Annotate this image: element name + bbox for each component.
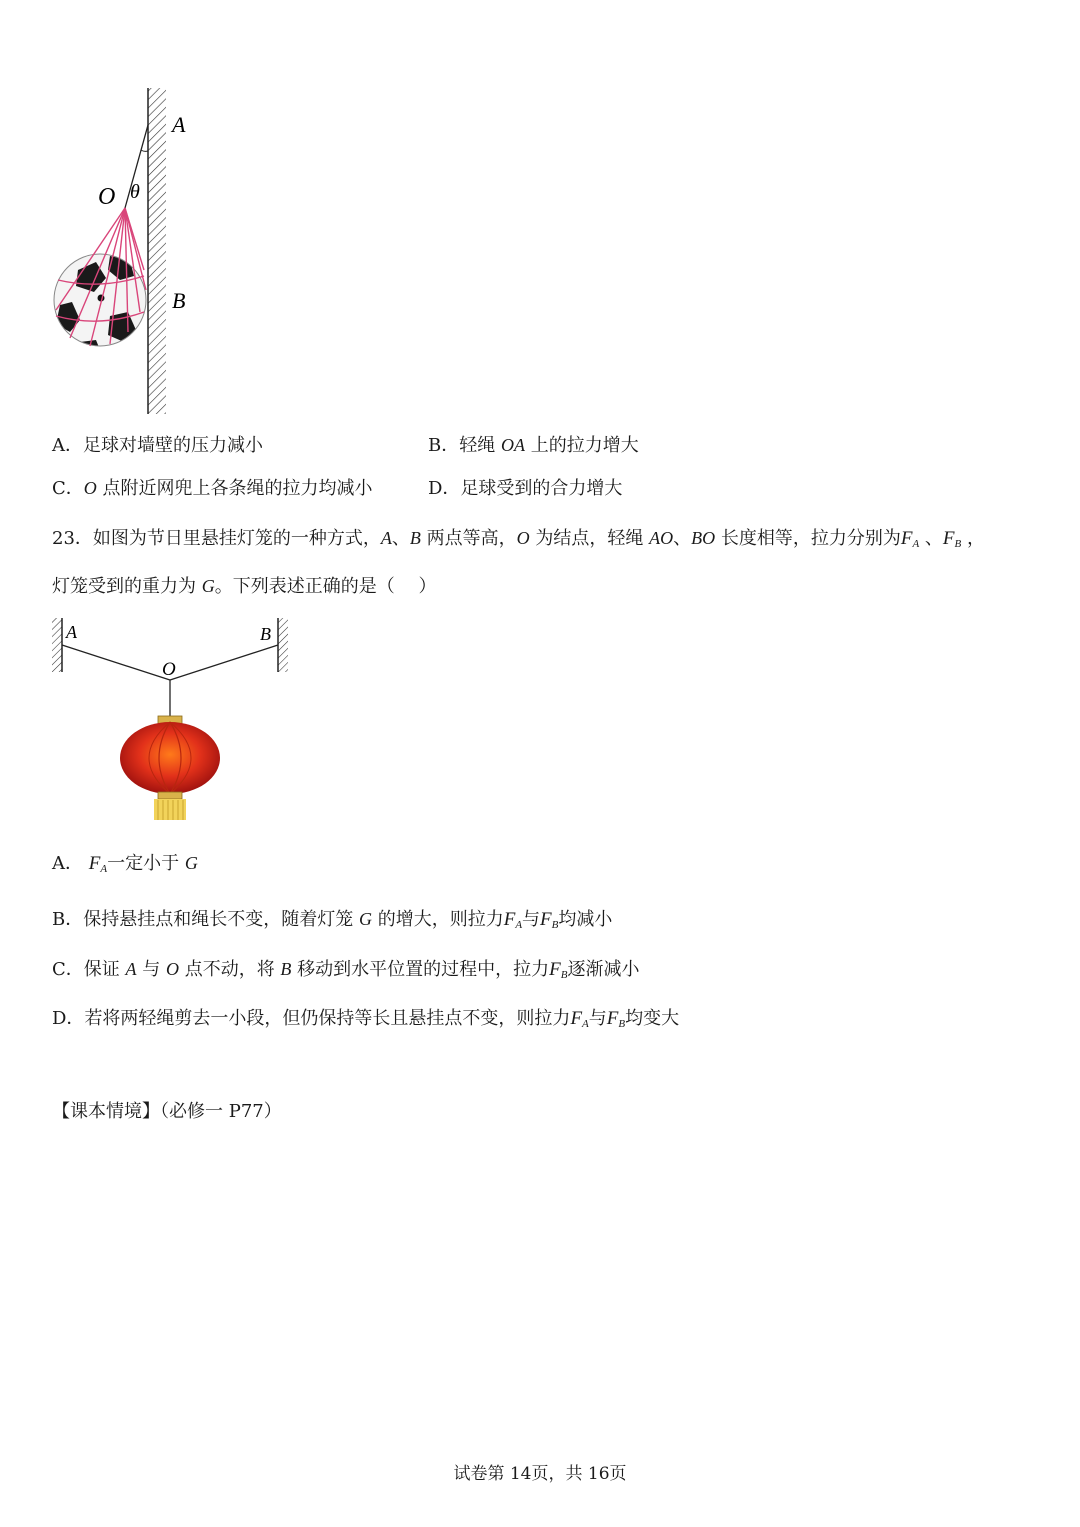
section-heading: 【课本情境】（必修一 P77） bbox=[52, 1101, 282, 1122]
label-theta: θ bbox=[130, 181, 140, 203]
q23-option-b: B．保持悬挂点和绳长不变，随着灯笼 G 的增大，则拉力$F_A$与$F_B$均减小 bbox=[52, 909, 613, 931]
label-a: A bbox=[66, 622, 77, 642]
q22-option-c: C．O 点附近网兜上各条绳的拉力均减小 bbox=[52, 478, 373, 499]
label-a: A bbox=[172, 112, 186, 137]
option-letter: C． bbox=[52, 959, 84, 980]
question-number: 23． bbox=[52, 528, 93, 549]
q22-option-b: B．轻绳 OA 上的拉力增大 bbox=[428, 435, 639, 456]
option-text: 足球对墙壁的压力减小 bbox=[83, 435, 263, 456]
figure-lantern bbox=[48, 612, 298, 827]
var-oa: OA bbox=[500, 435, 525, 455]
label-b: B bbox=[260, 624, 271, 644]
option-letter: B． bbox=[428, 435, 460, 456]
q23-stem-line2: 灯笼受到的重力为 G。下列表述正确的是（ ） bbox=[52, 576, 437, 597]
label-o: O bbox=[162, 659, 176, 680]
page-footer: 试卷第 14页，共 16页 bbox=[453, 1464, 627, 1484]
q23-option-d: D．若将两轻绳剪去一小段，但仍保持等长且悬挂点不变，则拉力$F_A$与$F_B$均变大 bbox=[52, 1008, 680, 1030]
option-letter: B． bbox=[52, 909, 84, 930]
option-text: 足球受到的合力增大 bbox=[460, 478, 623, 499]
q22-option-d bbox=[428, 474, 622, 500]
option-letter: D． bbox=[428, 478, 461, 499]
rope-bo bbox=[170, 645, 278, 680]
lantern-body bbox=[120, 722, 220, 794]
q23-option-a: A． $F_A$一定小于 G bbox=[52, 853, 198, 875]
label-b: B bbox=[172, 288, 186, 313]
figure-ball-on-wall bbox=[40, 80, 210, 420]
q23-option-c: C．保证 A 与 O 点不动，将 B 移动到水平位置的过程中，拉力$F_B$逐渐减小 bbox=[52, 959, 640, 981]
rope-ao bbox=[62, 645, 170, 680]
option-letter: A． bbox=[52, 853, 83, 874]
option-letter: D． bbox=[52, 1008, 85, 1029]
lantern-tassel bbox=[154, 799, 186, 820]
q23-stem-line1: 23．如图为节日里悬挂灯笼的一种方式，A、B 两点等高，O 为结点，轻绳 AO、BO 长度相等，拉力分别为$F_A$ 、$F_B$ ， bbox=[52, 528, 985, 550]
label-o: O bbox=[98, 184, 116, 210]
option-letter: A． bbox=[52, 435, 83, 456]
option-letter: C． bbox=[52, 478, 84, 499]
var-o: O bbox=[83, 478, 97, 498]
q22-option-a bbox=[52, 431, 263, 457]
